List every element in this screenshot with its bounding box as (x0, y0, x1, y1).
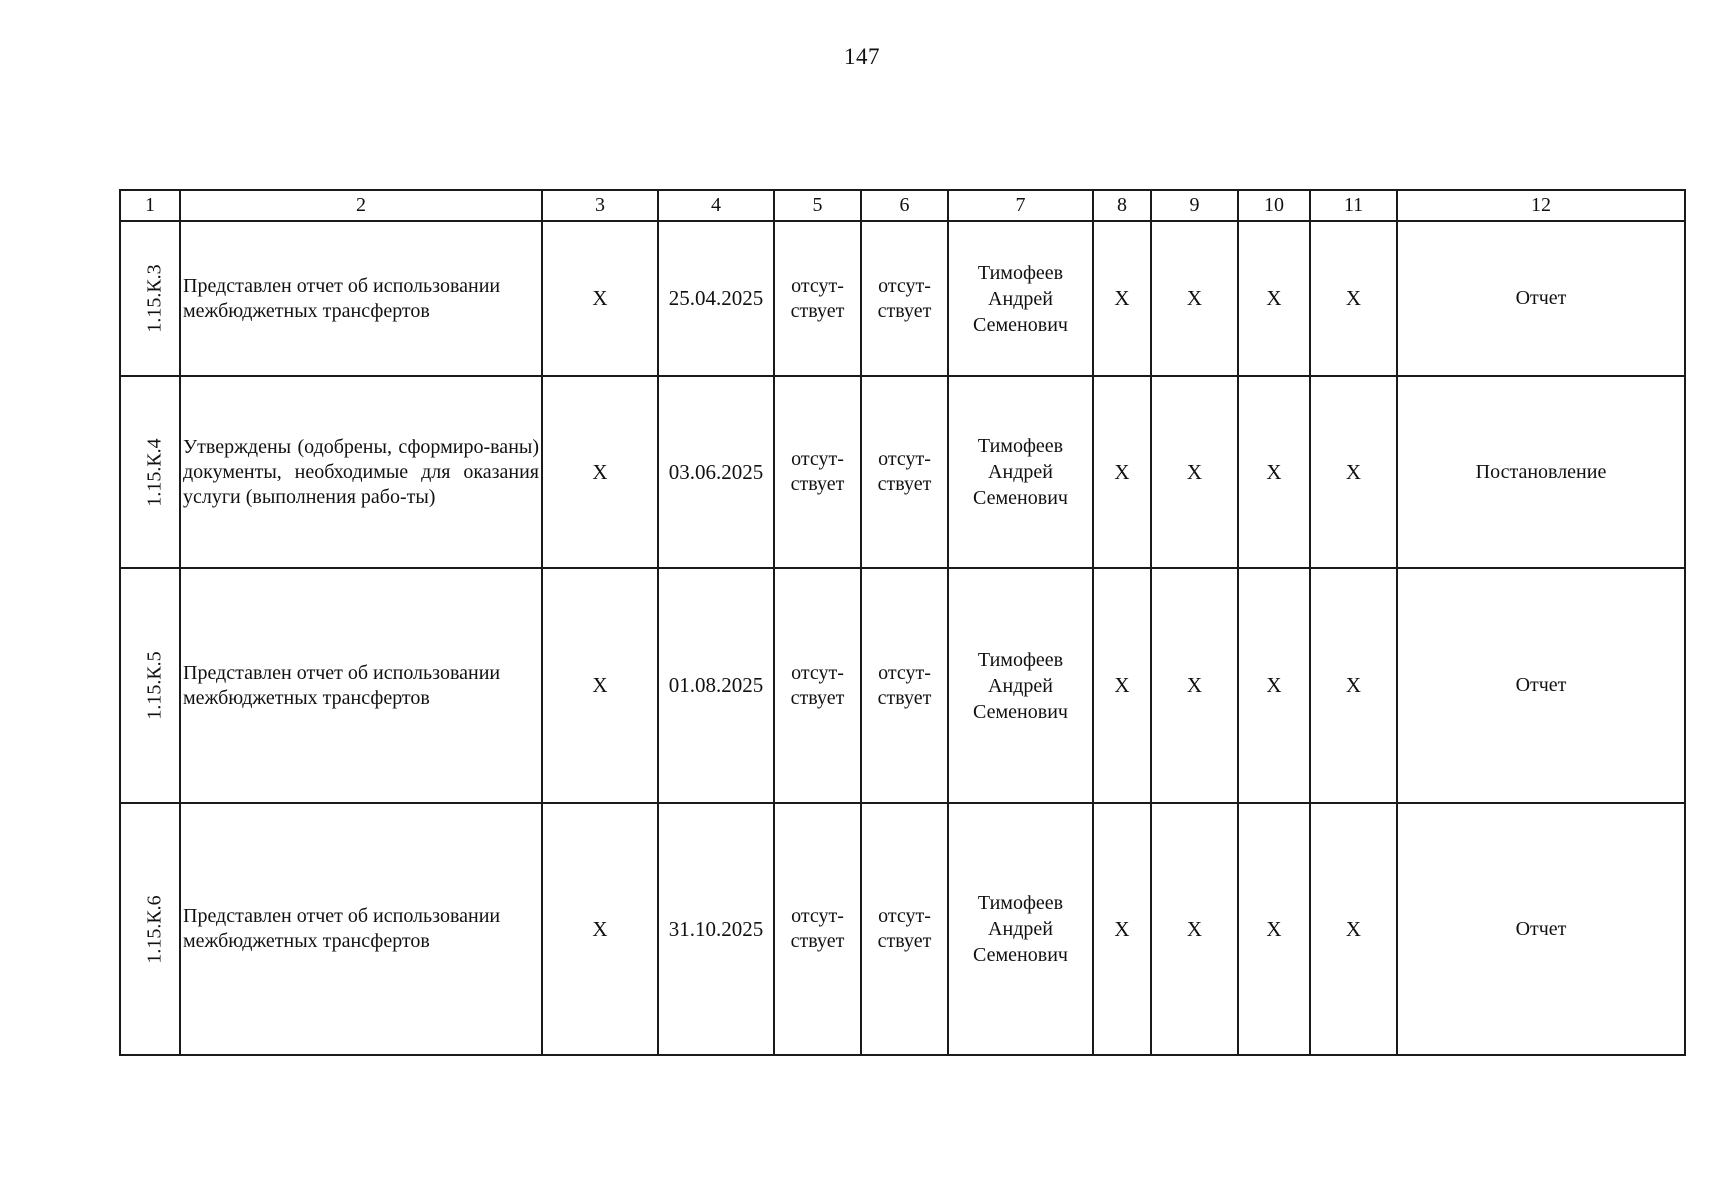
person-surname: Тимофеев (977, 435, 1064, 457)
table-row (120, 221, 1685, 376)
mark-cell: Х (542, 803, 658, 1055)
responsible-person-cell (948, 221, 1093, 376)
absent-line: ствует (877, 299, 932, 322)
absent-cell (861, 568, 948, 803)
person-patronymic: Семенович (973, 313, 1068, 336)
mark-cell: Х (1093, 803, 1151, 1055)
description-cell (180, 803, 542, 1055)
absent-line: отсут- (878, 661, 931, 684)
page-number: 147 (844, 44, 880, 69)
mark-cell: Х (1238, 376, 1310, 568)
person-name: Андрей (988, 287, 1053, 310)
person-surname: Тимофеев (977, 892, 1064, 914)
column-header: 12 (1397, 190, 1685, 221)
row-code-cell (120, 568, 180, 803)
row-code: 1.15.К.3 (143, 264, 166, 333)
mark-cell: Х (1093, 376, 1151, 568)
column-header: 11 (1310, 190, 1397, 221)
table-row (120, 568, 1685, 803)
responsible-person-cell (948, 568, 1093, 803)
date-cell: 01.08.2025 (658, 568, 774, 803)
absent-line: ствует (790, 299, 845, 322)
row-description: Представлен отчет об использовании межбюджетных трансфертов (183, 661, 501, 709)
person-name: Андрей (988, 461, 1053, 483)
person-patronymic: Семенович (973, 487, 1068, 509)
row-code-cell (120, 221, 180, 376)
absent-line: отсут- (791, 905, 844, 927)
mark-cell: Х (1310, 376, 1397, 568)
table-row (120, 376, 1685, 568)
row-code-cell (120, 376, 180, 568)
mark-cell: Х (1238, 568, 1310, 803)
absent-line: отсут- (791, 661, 844, 684)
absent-line: отсут- (878, 274, 931, 297)
document-type-cell: Отчет (1397, 221, 1685, 376)
mark-cell: Х (1093, 568, 1151, 803)
mark-cell: Х (1310, 803, 1397, 1055)
absent-line: ствует (790, 930, 845, 952)
absent-cell (774, 803, 861, 1055)
mark-cell: Х (542, 376, 658, 568)
column-header: 1 (120, 190, 180, 221)
document-type-cell: Постановление (1397, 376, 1685, 568)
row-code: 1.15.К.6 (143, 894, 166, 964)
mark-cell: Х (1151, 803, 1238, 1055)
column-header: 4 (658, 190, 774, 221)
responsible-person-cell (948, 803, 1093, 1055)
row-description: Представлен отчет об использовании межбюджетных трансфертов (183, 905, 501, 952)
absent-line: отсут- (791, 448, 844, 470)
absent-line: отсут- (878, 448, 931, 470)
person-patronymic: Семенович (973, 944, 1068, 966)
date-cell: 31.10.2025 (658, 803, 774, 1055)
absent-cell (861, 221, 948, 376)
table-row (120, 803, 1685, 1055)
absent-cell (774, 221, 861, 376)
absent-cell (774, 376, 861, 568)
person-patronymic: Семенович (973, 700, 1068, 723)
responsible-person-cell (948, 376, 1093, 568)
row-code-cell (120, 803, 180, 1055)
control-points-table (119, 189, 1686, 1056)
column-header: 3 (542, 190, 658, 221)
absent-line: отсут- (878, 905, 931, 927)
column-header: 8 (1093, 190, 1151, 221)
person-name: Андрей (988, 918, 1053, 940)
document-type-cell: Отчет (1397, 803, 1685, 1055)
mark-cell: Х (1151, 568, 1238, 803)
absent-line: ствует (877, 686, 932, 709)
row-code: 1.15.К.4 (143, 437, 166, 507)
document-type-cell: Отчет (1397, 568, 1685, 803)
mark-cell: Х (1151, 376, 1238, 568)
absent-cell (861, 376, 948, 568)
date-cell: 25.04.2025 (658, 221, 774, 376)
row-code: 1.15.К.5 (143, 651, 166, 720)
column-header: 7 (948, 190, 1093, 221)
absent-line: ствует (790, 473, 845, 495)
table-header-row (120, 190, 1685, 221)
column-header: 5 (774, 190, 861, 221)
mark-cell: Х (1310, 568, 1397, 803)
mark-cell: Х (1238, 221, 1310, 376)
mark-cell: Х (1093, 221, 1151, 376)
mark-cell: Х (542, 568, 658, 803)
row-description: Утверждены (одобрены, сформиро-ваны) документы, необходимые для оказания услуги (выполнения рабо-ты) (183, 435, 539, 508)
row-description: Представлен отчет об использовании межбюджетных трансфертов (183, 274, 501, 322)
date-cell: 03.06.2025 (658, 376, 774, 568)
person-name: Андрей (988, 674, 1053, 697)
column-header: 10 (1238, 190, 1310, 221)
mark-cell: Х (1151, 221, 1238, 376)
mark-cell: Х (542, 221, 658, 376)
person-surname: Тимофеев (977, 648, 1064, 671)
description-cell (180, 221, 542, 376)
description-cell (180, 376, 542, 568)
column-header: 2 (180, 190, 542, 221)
absent-line: ствует (790, 686, 845, 709)
person-surname: Тимофеев (977, 261, 1064, 284)
absent-cell (774, 568, 861, 803)
absent-line: ствует (877, 473, 932, 495)
absent-line: отсут- (791, 274, 844, 297)
column-header: 6 (861, 190, 948, 221)
description-cell (180, 568, 542, 803)
mark-cell: Х (1310, 221, 1397, 376)
column-header: 9 (1151, 190, 1238, 221)
mark-cell: Х (1238, 803, 1310, 1055)
absent-cell (861, 803, 948, 1055)
absent-line: ствует (877, 930, 932, 952)
